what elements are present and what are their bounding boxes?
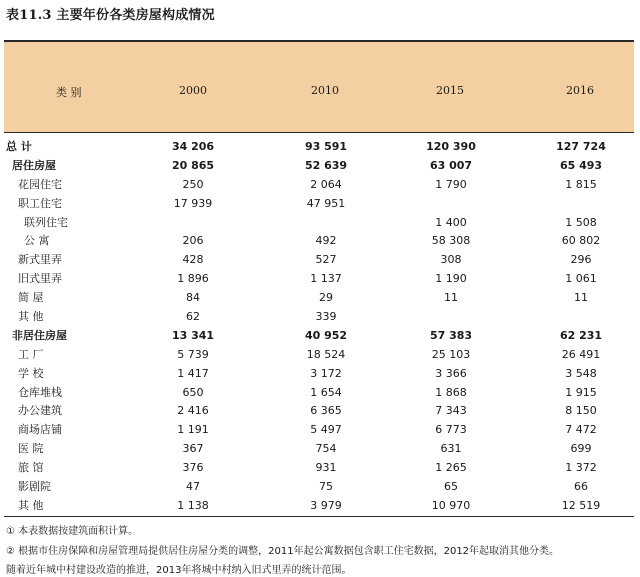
header-year-2000: 2000 (179, 84, 207, 97)
cell-2010: 754 (315, 442, 337, 456)
cell-2015: 1 790 (435, 177, 467, 191)
row-label: 旅 馆 (18, 461, 44, 475)
cell-2000: 47 (186, 480, 200, 494)
cell-2016: 8 150 (565, 404, 597, 418)
row-label: 非居住房屋 (12, 328, 67, 342)
row-label: 其 他 (18, 498, 44, 512)
row-label: 影剧院 (18, 480, 51, 494)
table-row (4, 440, 634, 459)
cell-2010: 3 979 (310, 498, 342, 512)
cell-2000: 17 939 (173, 196, 213, 210)
cell-2015: 10 970 (431, 498, 471, 512)
cell-2010: 6 365 (310, 404, 342, 418)
table-row (4, 308, 634, 327)
cell-2000: 84 (186, 291, 200, 305)
cell-2016: 1 061 (565, 272, 597, 286)
row-label: 办公建筑 (18, 404, 62, 418)
cell-2015: 65 (444, 480, 458, 494)
cell-2015: 58 308 (431, 234, 471, 248)
cell-2015: 1 400 (435, 215, 467, 229)
table-row (4, 402, 634, 421)
cell-2015: 7 343 (435, 404, 467, 418)
cell-2016: 62 231 (559, 328, 603, 342)
cell-2016: 66 (574, 480, 588, 494)
row-label: 居住房屋 (12, 158, 56, 172)
cell-2010: 5 497 (310, 423, 342, 437)
cell-2010: 1 137 (310, 272, 342, 286)
table-header (4, 42, 634, 132)
row-label: 简 屋 (18, 291, 44, 305)
table-row (4, 195, 634, 214)
cell-2010: 931 (315, 461, 337, 475)
table-row (4, 421, 634, 440)
cell-2010: 47 951 (306, 196, 346, 210)
cell-2016: 699 (570, 442, 592, 456)
cell-2000: 34 206 (171, 140, 215, 153)
table-row (4, 346, 634, 365)
header-year-2016: 2016 (566, 84, 594, 97)
cell-2010: 52 639 (304, 158, 348, 172)
cell-2000: 376 (182, 461, 204, 475)
table-row (4, 138, 634, 157)
row-label: 公 寓 (24, 234, 50, 248)
cell-2010: 29 (319, 291, 333, 305)
table-row (4, 384, 634, 403)
table-row (4, 478, 634, 497)
row-label: 其 他 (18, 310, 44, 324)
cell-2000: 20 865 (171, 158, 215, 172)
table-title: 表11.3 主要年份各类房屋构成情况 (6, 8, 215, 23)
cell-2000: 206 (182, 234, 204, 248)
note-3: 随着近年城中村建设改造的推进，2013年将城中村纳入旧式里弄的统计范围。 (6, 565, 352, 576)
row-label: 学 校 (18, 366, 44, 380)
row-label: 仓库堆栈 (18, 385, 62, 399)
cell-2000: 1 138 (177, 498, 209, 512)
cell-2000: 250 (182, 177, 204, 191)
table-row (4, 459, 634, 478)
cell-2010: 40 952 (304, 328, 348, 342)
header-category: 类 别 (56, 86, 82, 99)
table-row (4, 251, 634, 270)
cell-2010: 3 172 (310, 366, 342, 380)
note-1: ① 本表数据按建筑面积计算。 (6, 526, 139, 537)
table-row (4, 157, 634, 176)
row-label: 总 计 (6, 140, 32, 153)
cell-2000: 2 416 (177, 404, 209, 418)
table-row (4, 176, 634, 195)
cell-2000: 650 (182, 385, 204, 399)
table-row (4, 289, 634, 308)
header-year-2010: 2010 (311, 84, 339, 97)
note-2: ② 根据市住房保障和房屋管理局提供居住房屋分类的调整，2011年起公寓数据包含职工住宅数据，2012年起取消其他分类。 (6, 546, 560, 557)
cell-2010: 75 (319, 480, 333, 494)
row-label: 旧式里弄 (18, 272, 62, 286)
row-label: 新式里弄 (18, 253, 62, 267)
cell-2016: 26 491 (561, 347, 601, 361)
cell-2015: 3 366 (435, 366, 467, 380)
cell-2000: 428 (182, 253, 204, 267)
table-row (4, 365, 634, 384)
cell-2016: 3 548 (565, 366, 597, 380)
cell-2015: 1 265 (435, 461, 467, 475)
cell-2016: 1 815 (565, 177, 597, 191)
table-row (4, 327, 634, 346)
row-label: 职工住宅 (18, 196, 62, 210)
cell-2015: 1 868 (435, 385, 467, 399)
table-body (4, 138, 634, 516)
cell-2000: 367 (182, 442, 204, 456)
cell-2016: 1 508 (565, 215, 597, 229)
cell-2015: 308 (440, 253, 462, 267)
row-label: 联列住宅 (24, 215, 68, 229)
cell-2015: 120 390 (426, 140, 476, 153)
header-rule (4, 132, 634, 133)
cell-2000: 62 (186, 310, 200, 324)
table-row (4, 497, 634, 516)
table-row (4, 232, 634, 251)
cell-2010: 1 654 (310, 385, 342, 399)
cell-2015: 1 190 (435, 272, 467, 286)
cell-2000: 1 896 (177, 272, 209, 286)
cell-2010: 339 (315, 310, 337, 324)
cell-2000: 5 739 (177, 347, 209, 361)
cell-2010: 492 (315, 234, 337, 248)
cell-2015: 25 103 (431, 347, 471, 361)
cell-2016: 65 493 (559, 158, 603, 172)
table-row (4, 270, 634, 289)
cell-2010: 2 064 (310, 177, 342, 191)
cell-2016: 127 724 (556, 140, 606, 153)
cell-2016: 296 (570, 253, 592, 267)
cell-2016: 7 472 (565, 423, 597, 437)
cell-2015: 11 (444, 291, 458, 305)
row-label: 商场店铺 (18, 423, 62, 437)
cell-2010: 18 524 (306, 347, 346, 361)
cell-2016: 12 519 (561, 498, 601, 512)
cell-2000: 13 341 (171, 328, 215, 342)
cell-2016: 11 (574, 291, 588, 305)
cell-2015: 57 383 (429, 328, 473, 342)
cell-2016: 1 372 (565, 461, 597, 475)
cell-2000: 1 191 (177, 423, 209, 437)
cell-2015: 631 (440, 442, 462, 456)
cell-2010: 527 (315, 253, 337, 267)
cell-2016: 60 802 (561, 234, 601, 248)
row-label: 工 厂 (18, 347, 44, 361)
table-row (4, 214, 634, 233)
row-label: 花园住宅 (18, 177, 62, 191)
cell-2016: 1 915 (565, 385, 597, 399)
bottom-rule (4, 516, 634, 517)
cell-2015: 6 773 (435, 423, 467, 437)
row-label: 医 院 (18, 442, 44, 456)
cell-2010: 93 591 (304, 140, 348, 153)
header-year-2015: 2015 (436, 84, 464, 97)
cell-2000: 1 417 (177, 366, 209, 380)
cell-2015: 63 007 (429, 158, 473, 172)
